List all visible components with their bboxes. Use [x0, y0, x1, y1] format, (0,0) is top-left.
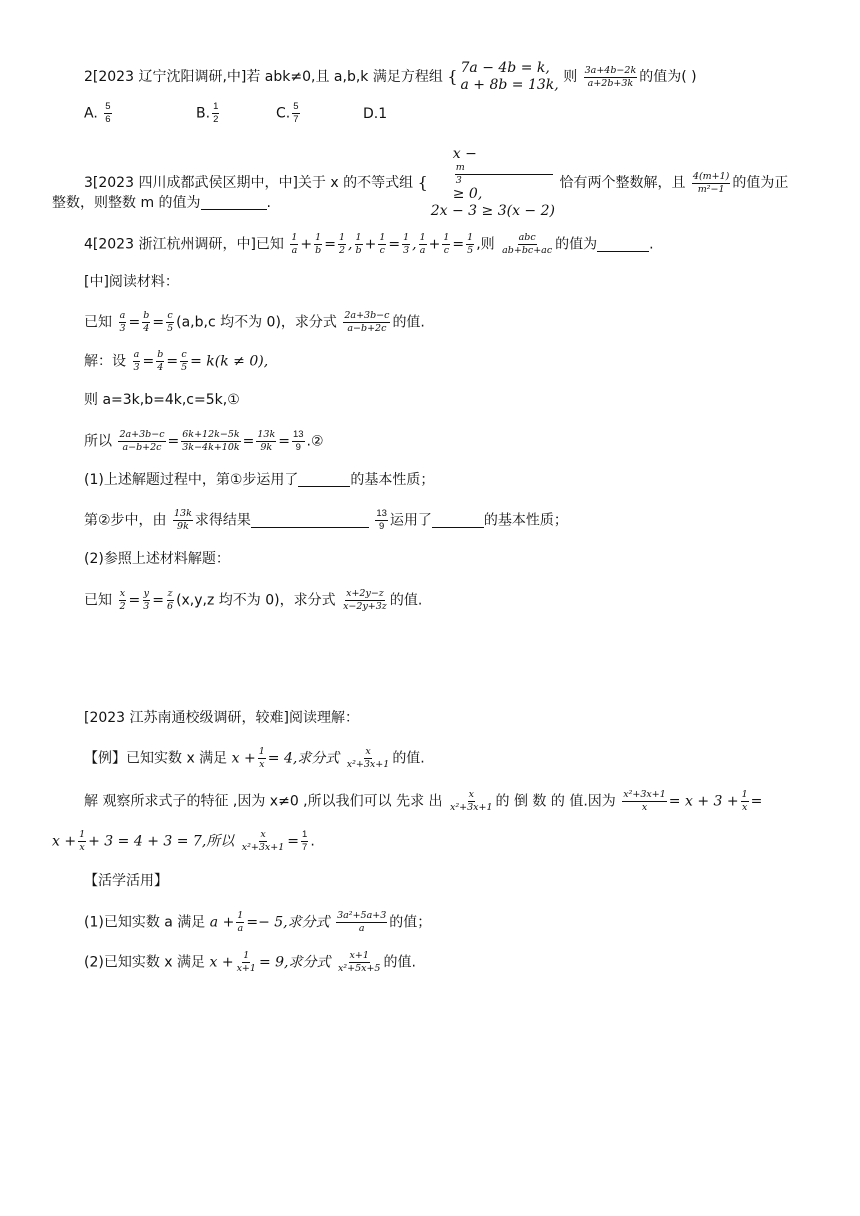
question-2-suffix: 的值为( )	[639, 69, 697, 85]
reading-given: 已知 $\frac{a}{3}$ = $\frac{b}{4}$ = $\frac{c}{5}$ (a,b,c 均不为 0)，求分式 $\frac{2a+3b-c}{a-b+2c}$ 的值.	[84, 310, 425, 334]
reading-heading: [中]阅读材料：	[84, 274, 179, 290]
equation-1: 7a − 4b = k,	[460, 60, 550, 76]
question-3-line2: 整数，则整数 m 的值为 .	[52, 195, 271, 211]
question-2-stem	[84, 60, 697, 94]
example-stem: 【例】已知实数 x 满足 x + $\frac{1}{x}$ = 4,求分式 $\frac{x}{\text{x²+3x+1}}$ 的值.	[84, 746, 425, 770]
practice-question-2: (2)已知实数 x 满足 x + $\frac{1}{x+1}$ = 9,求分式 $\frac{x+1}{\text{x²+5x+5}}$ 的值.	[84, 950, 416, 974]
inequality-2: 2x − 3 ≥ 3(x − 2)	[430, 203, 555, 219]
answer-blank[interactable]	[432, 513, 484, 528]
option-c: C. $\frac{5}{7}$	[276, 101, 299, 125]
question-3-suffix: 的值为正	[732, 175, 789, 191]
option-a: A. $\frac{5}{6}$	[84, 101, 111, 125]
practice-question-1: (1)已知实数 a 满足 a + $\frac{1}{a}$ =− 5,求分式 $\frac{\text{3a²+5a+3}}{a}$ 的值；	[84, 910, 432, 934]
equation-system	[447, 60, 558, 94]
practice-heading: 【活学活用】	[84, 873, 168, 889]
reading-question-2: (2)参照上述材料解题：	[84, 551, 230, 567]
connector-text: 则	[563, 69, 578, 85]
answer-blank[interactable]	[201, 195, 267, 210]
reading-solution-setup: 解：设 $\frac{a}{3}$ = $\frac{b}{4}$ = $\frac{c}{5}$ = k(k ≠ 0),	[84, 349, 269, 373]
inequality-system: { x − m 3 ≥ 0, 2x − 3 ≥ 3(x − 2)	[417, 146, 555, 219]
example-solution-line-1: 解 观察所求式子的特征 ,因为 x≠0 ,所以我们可以 先求 出 $\frac{x}{\text{x²+3x+1}}$ 的 倒 数 的 值.因为 $\frac{\text{x²+3x+1}}{x}$ = x + 3 + $\frac{1}{x}$ =	[84, 789, 763, 813]
brace-symbol: {	[447, 67, 458, 86]
question-2-text: 2[2023 辽宁沈阳调研,中]若 abk≠0,且 a,b,k 满足方程组	[84, 69, 443, 85]
option-d: D.1	[363, 106, 388, 122]
question-4-stem: 4[2023 浙江杭州调研，中]已知 $\frac{1}{a}$ + $\frac{1}{b}$ = $\frac{1}{2}$ , $\frac{1}{b}$ + $\frac{1}{c}$ = $\frac{1}{3}$ , $\frac{1}{a}$ + $\frac{1}{c}$ = $\frac{1}{5}$ ,则 $\frac{\text{abc}}{ab+bc+ac}$ 的值为 .	[84, 232, 654, 256]
answer-blank[interactable]	[298, 472, 350, 487]
reading-question-1: (1)上述解题过程中，第①步运用了 的基本性质；	[84, 472, 435, 488]
question-3-mid: 恰有两个整数解，且	[559, 175, 686, 191]
option-b: B. $\frac{1}{2}$	[196, 101, 219, 125]
question-3-text: 3[2023 四川成都武侯区期中，中]关于 x 的不等式组	[84, 175, 414, 191]
target-fraction: $\frac{3a+4b-2k}{a+2b+3k}$	[584, 64, 637, 89]
reading-step-2: 所以 $\frac{2a+3b-c}{a-b+2c}$ = $\frac{6k+12k-5k}{3k-4k+10k}$ = $\frac{13k}{9k}$ = $\frac{13}{9}$ .②	[84, 429, 324, 453]
brace-symbol: {	[417, 173, 428, 192]
reading-step-1: 则 a=3k,b=4k,c=5k,①	[84, 392, 240, 408]
answer-blank[interactable]	[251, 513, 369, 528]
reading-question-1b: 第②步中，由 $\frac{13k}{9k}$ 求得结果 $\frac{13}{9}$ 运用了 的基本性质；	[84, 508, 568, 532]
target-fraction: $\frac{4(m+1)}{\text{m²−1}}$	[692, 170, 730, 195]
reading-question-2b: 已知 $\frac{x}{2}$ = $\frac{y}{3}$ = $\frac{z}{6}$ (x,y,z 均不为 0)，求分式 $\frac{x+2y-z}{x-2y+3z}$ 的值.	[84, 588, 423, 612]
equation-2: a + 8b = 13k,	[460, 77, 559, 93]
question-5-heading: [2023 江苏南通校级调研，较难]阅读理解：	[84, 710, 360, 726]
answer-blank[interactable]	[597, 237, 649, 252]
example-solution-line-2: x + $\frac{1}{x}$ + 3 = 4 + 3 = 7,所以 $\frac{x}{\text{x²+3x+1}}$ = $\frac{1}{7}$ .	[52, 829, 315, 853]
